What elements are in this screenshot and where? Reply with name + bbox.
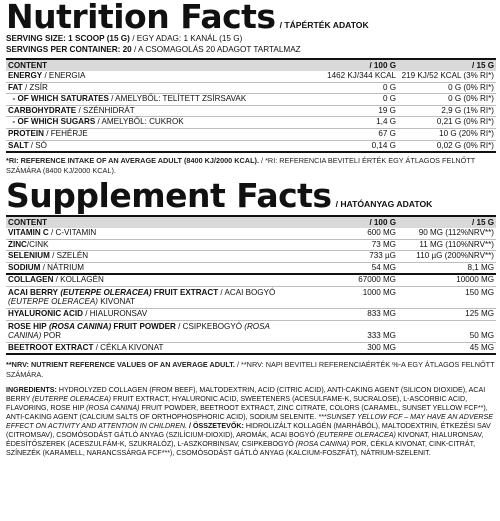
ingredient-label: ZINC [8, 239, 27, 249]
ingredient-value-100g: 1000 MG [295, 286, 398, 308]
table-row [6, 286, 496, 308]
nutrient-value-15g: 10 G (20% RI*) [398, 128, 496, 140]
serving-size: SERVING SIZE: 1 SCOOP (15 G) [6, 34, 130, 43]
nutrient-value-100g: 19 G [295, 105, 398, 117]
nutrient-value-100g: 0,14 G [295, 140, 398, 152]
ingredient-value-15g: 45 MG [398, 342, 496, 354]
ingredient-label-hu: / NÁTRIUM [42, 262, 84, 272]
nutrition-subtitle: / TÁPÉRTÉK ADATOK [279, 20, 369, 30]
nutrient-value-100g: 1462 KJ/344 KCAL [295, 71, 398, 82]
ingredient-label-hu: /CINK [26, 239, 49, 249]
ri-footnote-hu: / *RI: REFERENCIA BEVITELI ÉRTÉK EGY ÁTLAGOS FELNŐTT SZÁMÁRA (8400 KJ/2000 KCAL). [6, 156, 476, 175]
ingredients-text-hu-2: KIVONAT, HIALURONSAV, ÉDESÍTŐSZEREK (ACESZULFÁM-K, SZUKRALÓZ), L-ASZKORBINSAV, CSIPKEBOGYÓ [6, 430, 484, 448]
ingredient-value-15g: 150 MG [398, 286, 496, 308]
nutrient-label-hu: / AMELYBŐL: TELÍTETT ZSÍRSAVAK [111, 94, 247, 104]
nutrient-value-15g: 2,9 G (1% RI*) [398, 105, 496, 117]
ingredient-value-100g: 54 MG [295, 262, 398, 274]
nutrient-value-15g: 0 G (0% RI*) [398, 82, 496, 94]
nutrition-header-per15: / 15 G [398, 59, 496, 71]
ingredient-value-100g: 733 µG [295, 251, 398, 263]
ingredients-label: INGREDIENTS: [6, 385, 57, 394]
table-row [6, 128, 496, 140]
table-row [6, 71, 496, 82]
ingredient-label: ACAI BERRY [8, 287, 59, 297]
ingredients-latin-2: (ROSA CANINA) [86, 403, 140, 412]
ingredients-warning: ***SUNSET YELLOW FCF – MAY HAVE AN ADVERSE EFFECT ON ACTIVITY AND ATTENTION IN CHILDREN. [6, 412, 493, 430]
nutrient-value-15g: 0,21 G (0% RI*) [398, 117, 496, 129]
ingredient-label-hu: / C-VITAMIN [51, 227, 97, 237]
ingredient-label: VITAMIN C [8, 227, 49, 237]
table-row [6, 228, 496, 239]
ingredient-label: COLLAGEN [8, 275, 54, 285]
ingredient-value-100g: 600 MG [295, 228, 398, 239]
supplement-header-per15: / 15 G [398, 216, 496, 228]
ingredient-label-hu: / ACAI BOGYÓ [220, 287, 276, 297]
ingredient-label-hu-rest: POR [43, 331, 62, 341]
ingredients-text-hu-3: POR, CÉKLA KIVONAT, CINK-CITRÁT, SZÍNEZÉK (KARAMELL, NARANCSSÁRGA FCF***), CSOMÓSODÁST GÁTLÓ ANYAG (KALCIUM-FOSZFÁT), NÁTRIUM-SZELENIT. [6, 439, 476, 457]
table-row [6, 94, 496, 106]
nutrient-label: - OF WHICH SUGARS [12, 117, 96, 127]
ingredients-text-2: FRUIT EXTRACT, HYALURONIC ACID, SWEETENERS (ACESULFAME-K, SUCRALOSE), L-ASCORBIC ACID, FLAVORING, ROSE HIP [6, 394, 468, 412]
ingredients-text-hu-1: HIDROLIZÁLT KOLLAGÉN (MARHÁBÓL), MALTODEXTRIN, ÉTKEZÉSI SAV (CITROMSAV), CSOMÓSODÁST GÁTLÓ ANYAG (SZILÍCIUM-DIOXID), AROMÁK, ACAI BOGYÓ [6, 421, 491, 439]
nutrient-value-100g: 0 G [295, 94, 398, 106]
nutrition-header-per100: / 100 G [295, 59, 398, 71]
ingredient-value-15g: 8,1 MG [398, 262, 496, 274]
ingredient-value-15g: 50 MG [398, 320, 496, 342]
ingredient-label: SODIUM [8, 262, 41, 272]
supplement-subtitle: / HATÓANYAG ADATOK [335, 198, 433, 209]
nutrient-label: SALT [8, 140, 29, 150]
nutrient-value-15g: 219 KJ/52 KCAL (3% RI*) [398, 71, 496, 82]
servings-per-container-hu: / A CSOMAGOLÁS 20 ADAGOT TARTALMAZ [134, 44, 301, 54]
ingredient-value-15g: 90 MG (112%NRV**) [398, 228, 496, 239]
supplement-table [6, 215, 496, 355]
ri-footnote [6, 156, 496, 175]
nutrient-label-hu: / FEHÉRJE [46, 128, 88, 138]
nrv-footnote-en: **NRV: NUTRIENT REFERENCE VALUES OF AN AVERAGE ADULT. [6, 360, 235, 370]
nutrient-value-100g: 1,4 G [295, 117, 398, 129]
ingredient-label: HYALURONIC ACID [8, 308, 83, 318]
table-row [6, 251, 496, 263]
table-row [6, 105, 496, 117]
ingredient-value-100g: 833 MG [295, 308, 398, 320]
table-row [6, 117, 496, 129]
nutrient-value-100g: 67 G [295, 128, 398, 140]
serving-info [6, 34, 496, 55]
supplement-title: Supplement Facts [6, 175, 332, 215]
ingredient-value-15g: 11 MG (110%NRV**) [398, 239, 496, 251]
nutrient-label: CARBOHYDRATE [8, 105, 77, 115]
table-row [6, 239, 496, 251]
ingredient-label-hu: / HIALURONSAV [85, 308, 148, 318]
nutrient-label-hu: / SÓ [30, 140, 47, 150]
nutrient-value-15g: 0 G (0% RI*) [398, 94, 496, 106]
nutrition-title: Nutrition Facts [6, 0, 276, 36]
table-row [6, 262, 496, 274]
nutrient-label: PROTEIN [8, 128, 44, 138]
table-row [6, 320, 496, 342]
ingredient-value-15g: 10000 MG [398, 274, 496, 286]
supplement-header-per100: / 100 G [295, 216, 398, 228]
ingredient-label-hu: / CÉKLA KIVONAT [95, 342, 164, 352]
serving-size-hu: / EGY ADAG: 1 KANÁL (15 G) [132, 34, 243, 43]
ingredient-value-100g: 73 MG [295, 239, 398, 251]
table-row [6, 140, 496, 152]
ingredient-label-hu: / KOLLAGÉN [55, 275, 104, 285]
ingredient-latin: (ROSA CANINA) [48, 321, 112, 331]
nutrient-label: ENERGY [8, 71, 43, 80]
nrv-footnote-hu: / **NRV: NAPI BEVITELI REFERENCIAÉRTÉK %-A EGY ÁTLAGOS FELNŐTT SZÁMÁRA. [6, 360, 495, 379]
ingredient-label: SELENIUM [8, 251, 50, 261]
table-row [6, 308, 496, 320]
ri-footnote-en: *RI: REFERENCE INTAKE OF AN AVERAGE ADULT (8400 KJ/2000 KCAL). [6, 156, 259, 166]
ingredient-value-15g: 125 MG [398, 308, 496, 320]
ingredients-text-1: HYDROLYZED COLLAGEN (FROM BEEF), MALTODEXTRIN, ACID (CITRIC ACID), ANTI-CAKING AGENT (SILICON DIOXIDE), ACAI BERRY [6, 385, 486, 403]
ingredients-label-hu: / ÖSSZETEVŐK: [189, 421, 244, 430]
supplement-table-header [6, 216, 496, 228]
ingredient-latin-hu: (EUTERPE OLERACEA) [8, 297, 98, 307]
ingredient-label: ROSE HIP [8, 321, 47, 331]
supplement-title-row [6, 175, 496, 215]
ingredient-latin-hu: (ROSA CANINA) [8, 321, 270, 341]
nutrient-label: FAT [8, 82, 23, 92]
nutrient-label-hu: / ZSÍR [24, 82, 48, 92]
nutrition-table [6, 58, 496, 153]
servings-per-container-line [6, 45, 496, 56]
ingredient-value-100g: 300 MG [295, 342, 398, 354]
ingredients-latin-1: (EUTERPE OLERACEA) [32, 394, 112, 403]
ingredient-label-hu: / CSIPKEBOGYÓ [178, 321, 243, 331]
nrv-footnote [6, 360, 496, 379]
ingredient-label-rest: FRUIT POWDER [113, 321, 176, 331]
nutrient-label-hu: / SZÉNHIDRÁT [78, 105, 135, 115]
nutrient-label: - OF WHICH SATURATES [12, 94, 109, 104]
nutrition-header-content: CONTENT [6, 59, 295, 71]
nutrition-title-row [6, 0, 496, 34]
nutrient-value-100g: 0 G [295, 82, 398, 94]
ingredient-value-100g: 333 MG [295, 320, 398, 342]
ingredient-value-15g: 110 µG (200%NRV**) [398, 251, 496, 263]
table-row [6, 82, 496, 94]
supplement-header-content: CONTENT [6, 216, 295, 228]
ingredients-text-3: FRUIT POWDER, BEETROOT EXTRACT, ZINC CITRATE, COLORS (CARAMEL, SUNSET YELLOW FCF**), ANTI-CAKING AGENT (CALCIUM SALTS OF ORTHOPHOSPHORIC ACID), SODIUM SELENITE. [6, 403, 488, 421]
ingredient-label-hu-rest: KIVONAT [100, 297, 136, 307]
nutrient-label-hu: / AMELYBŐL: CUKROK [97, 117, 184, 127]
ingredients-block [6, 386, 496, 458]
servings-per-container: SERVINGS PER CONTAINER: 20 [6, 44, 132, 54]
table-row [6, 274, 496, 286]
ingredient-value-100g: 67000 MG [295, 274, 398, 286]
ingredient-latin: (EUTERPE OLERACEA) [60, 287, 152, 297]
table-row [6, 342, 496, 354]
ingredients-latin-hu-1: (EUTERPE OLERACEA) [317, 430, 396, 439]
nutrient-value-15g: 0,02 G (0% RI*) [398, 140, 496, 152]
nutrient-label-hu: / ENERGIA [44, 71, 86, 80]
ingredients-latin-hu-2: (ROSA CANINA) [295, 439, 350, 448]
ingredient-label-hu: / SZELÉN [52, 251, 89, 261]
nutrition-table-header [6, 59, 496, 71]
ingredient-label-rest: FRUIT EXTRACT [153, 287, 219, 297]
ingredient-label: BEETROOT EXTRACT [8, 342, 94, 352]
